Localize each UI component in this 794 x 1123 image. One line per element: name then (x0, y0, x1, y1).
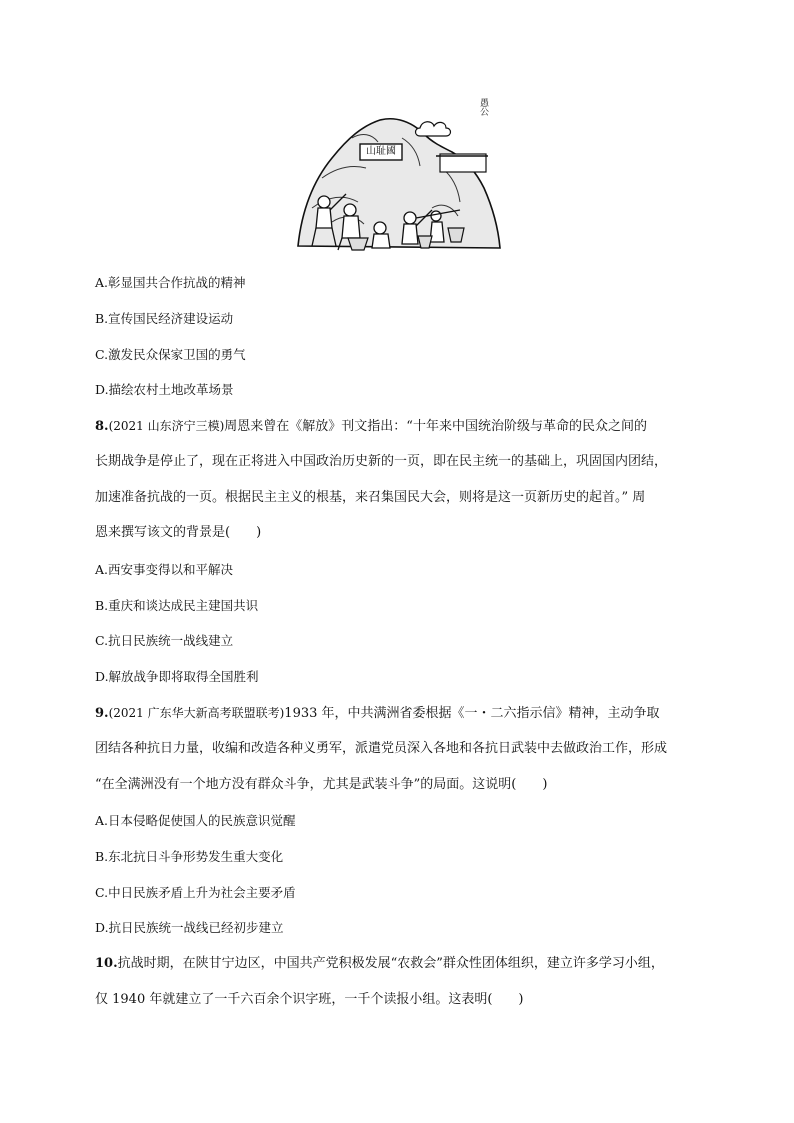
q8-source: (2021 山东济宁三模) (108, 419, 225, 433)
q7-option-b: B.宣传国民经济建设运动 (95, 311, 234, 326)
q8-option-c: C.抗日民族统一战线建立 (95, 633, 234, 648)
q7-option-c: C.激发民众保家卫国的勇气 (95, 347, 246, 362)
q9-option-b: B.东北抗日斗争形势发生重大变化 (95, 849, 284, 864)
q9-option-a: A.日本侵略促使国人的民族意识觉醒 (95, 813, 296, 828)
q8-option-b: B.重庆和谈达成民主建国共识 (95, 598, 259, 613)
q9-stem-line-1 (95, 704, 660, 723)
q8-line-3: 加速准备抗战的一页。根据民主主义的根基，来召集国民大会，则将是这一页新历史的起首。” 周 (95, 490, 646, 505)
q10-line-1: 抗战时期，在陕甘宁边区，中国共产党积极发展“农救会”群众性团体组织，建立许多学习小组， (117, 956, 664, 971)
corner-text: 愚公 (478, 98, 488, 116)
q9-source: (2021 广东华大新高考联盟联考) (108, 706, 285, 720)
q8-line-4: 恩来撰写该文的背景是( ) (95, 525, 262, 540)
q9-line-2: 团结各种抗日力量，收编和改造各种义勇军，派遣党员深入各地和各抗日武装中去做政治工作，形成 (95, 741, 668, 756)
q8-option-a: A.西安事变得以和平解决 (95, 562, 234, 577)
q10-number: 10. (95, 956, 118, 971)
cartoon-illustration (292, 98, 504, 258)
q8-line-2: 长期战争是停止了，现在正将进入中国政治历史新的一页，即在民主统一的基础上，巩固国内团结， (95, 454, 668, 469)
q8-option-d: D.解放战争即将取得全国胜利 (95, 669, 259, 684)
q9-option-d: D.抗日民族统一战线已经初步建立 (95, 920, 284, 935)
cartoon-drawing (292, 98, 504, 258)
q9-number: 9. (95, 706, 109, 721)
q8-line-1: 周恩来曾在《解放》刊文指出：“十年来中国统治阶级与革命的民众之间的 (224, 419, 647, 434)
q8-number: 8. (95, 419, 109, 434)
q9-line-1: 1933 年，中共满洲省委根据《一・二六指示信》精神，主动争取 (284, 706, 660, 721)
q9-option-c: C.中日民族矛盾上升为社会主要矛盾 (95, 885, 296, 900)
sign-text: 山耻國 (366, 146, 396, 157)
q9-line-3: “在全满洲没有一个地方没有群众斗争，尤其是武装斗争”的局面。这说明( ) (95, 777, 548, 792)
q10-stem-line-1 (95, 955, 664, 973)
q7-option-d: D.描绘农村土地改革场景 (95, 382, 234, 397)
q10-line-2: 仅 1940 年就建立了一千六百余个识字班，一千个读报小组。这表明( ) (95, 992, 524, 1007)
q8-stem-line-1 (95, 417, 647, 436)
q7-option-a: A.彰显国共合作抗战的精神 (95, 275, 246, 290)
